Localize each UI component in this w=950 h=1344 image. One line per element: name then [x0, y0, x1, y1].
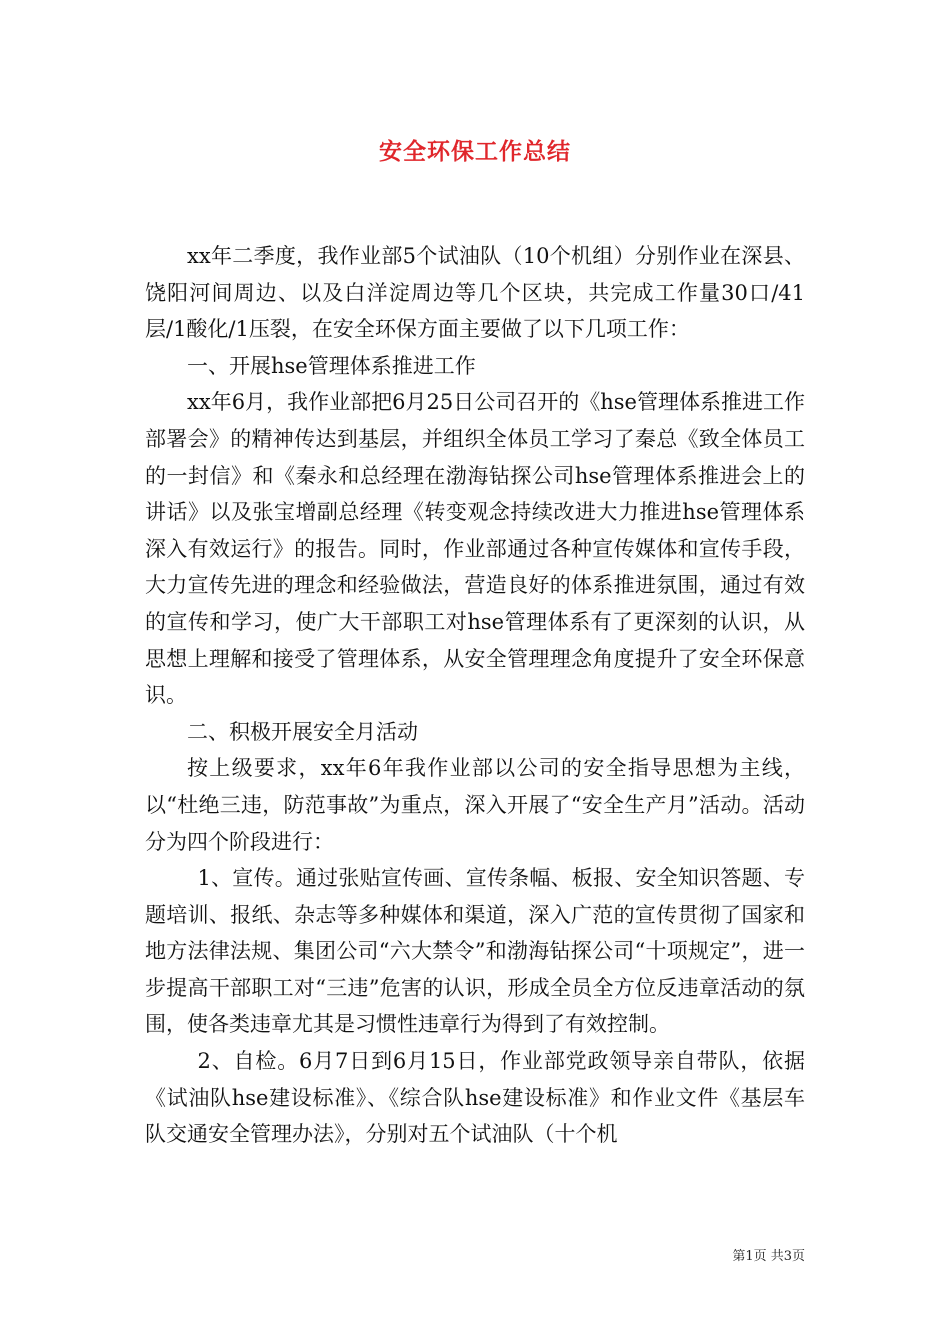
paragraph-hse: xx年6月，我作业部把6月25日公司召开的《hse管理体系推进工作部署会》的精神传达到基层，并组织全体员工学习了秦总《致全体员工的一封信》和《秦永和总经理在渤海钻探公司hse管理体系推进会上的讲话》以及张宝增副总经理《转变观念持续改进大力推进hse管理体系深入有效运行》的报告。同时，作业部通过各种宣传媒体和宣传手段，大力宣传先进的理念和经验做法，营造良好的体系推进氛围，通过有效的宣传和学习，使广大干部职工对hse管理体系有了更深刻的认识，从思想上理解和接受了管理体系，从安全管理理念角度提升了安全环保意识。 — [145, 390, 805, 708]
paragraph-intro: xx年二季度，我作业部5个试油队（10个机组）分别作业在深县、饶阳河间周边、以及白洋淀周边等几个区块，共完成工作量30口/41层/1酸化/1压裂，在安全环保方面主要做了以下几项工作： — [145, 244, 805, 342]
section-heading-safety-month: 二、积极开展安全月活动 — [187, 719, 418, 744]
section-heading-hse: 一、开展hse管理体系推进工作 — [187, 353, 476, 378]
paragraph-self-inspection: 2、自检。6月7日到6月15日，作业部党政领导亲自带队，依据《试油队hse建设标准》、《综合队hse建设标准》和作业文件《基层车队交通安全管理办法》，分别对五个试油队（十个机 — [145, 1049, 805, 1147]
paragraph-safety-month: 按上级要求，xx年6年我作业部以公司的安全指导思想为主线，以“杜绝三违，防范事故”为重点，深入开展了“安全生产月”活动。活动分为四个阶段进行： — [145, 756, 805, 854]
paragraph-publicity: 1、宣传。通过张贴宣传画、宣传条幅、板报、安全知识答题、专题培训、报纸、杂志等多种媒体和渠道，深入广范的宣传贯彻了国家和地方法律法规、集团公司“六大禁令”和渤海钻探公司“十项规定”，进一步提高干部职工对“三违”危害的认识，形成全员全方位反违章活动的氛围，使各类违章尤其是习惯性违章行为得到了有效控制。 — [145, 866, 805, 1037]
document-title: 安全环保工作总结 — [379, 139, 571, 165]
document-body — [145, 238, 805, 1153]
page-number: 第1页 共3页 — [732, 1249, 805, 1264]
